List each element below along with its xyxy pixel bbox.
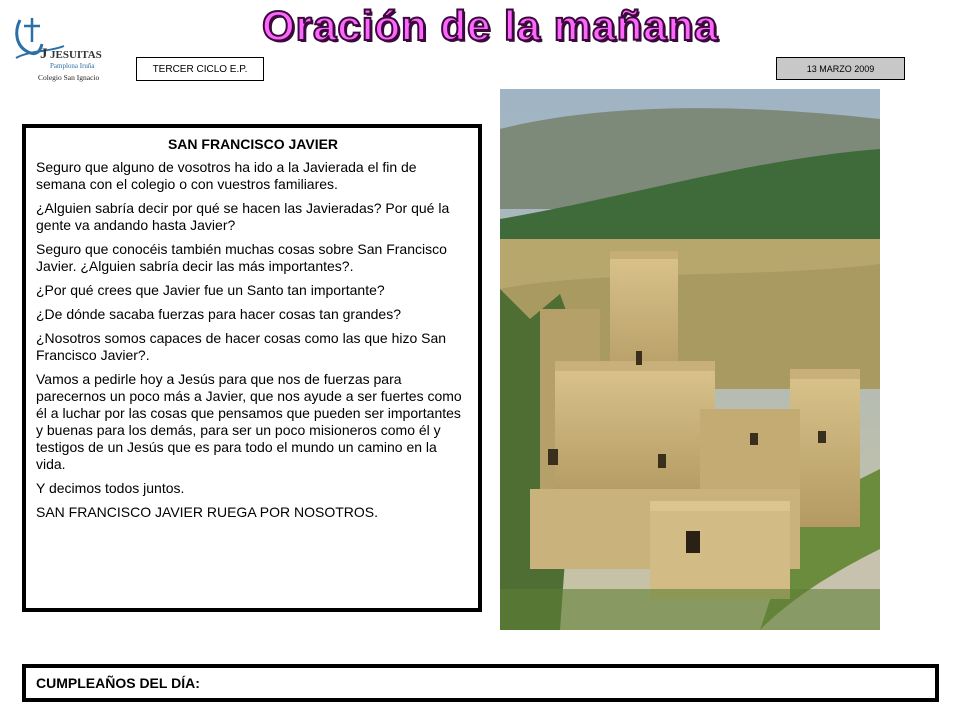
birthday-box: [22, 664, 939, 702]
reading-paragraph: ¿Nosotros somos capaces de hacer cosas como las que hizo San Francisco Javier?.: [36, 330, 447, 363]
reading-box: [22, 124, 482, 612]
reading-paragraph: ¿De dónde sacaba fuerzas para hacer cosas tan grandes?: [36, 306, 402, 322]
svg-text:J: J: [40, 46, 48, 62]
reading-paragraph: Y decimos todos juntos.: [36, 480, 185, 496]
cycle-label: TERCER CICLO E.P.: [136, 57, 264, 81]
reading-paragraph: SAN FRANCISCO JAVIER RUEGA POR NOSOTROS.: [36, 504, 379, 520]
page-title: Oración de la mañana: [262, 2, 719, 49]
reading-paragraph: Vamos a pedirle hoy a Jesús para que nos de fuerzas para parecernos un poco más a Javier, que nos ayude a ser fuertes como él a luchar por las cosas que pensamos que pueden ser importantes y buenas para los demás, para ser un poco misioneros como él y testigos de un Jesús que es para todo el mundo un camino en la vida.: [36, 371, 462, 472]
reading-paragraph: Seguro que conocéis también muchas cosas sobre San Francisco Javier. ¿Alguien sabría decir las más importantes?.: [36, 241, 447, 274]
reading-paragraph: ¿Por qué crees que Javier fue un Santo tan importante?: [36, 282, 385, 298]
reading-paragraph: Seguro que alguno de vosotros ha ido a la Javierada el fin de semana con el colegio o con vuestros familiares.: [36, 159, 417, 192]
logo-brand-text: JESUITAS: [50, 49, 102, 61]
logo-school-text: Colegio San Ignacio: [38, 73, 100, 82]
reading-heading: SAN FRANCISCO JAVIER: [167, 136, 339, 152]
logo-city-text: Pamplona Iruña: [50, 62, 95, 70]
castle-photo: [500, 89, 880, 630]
birthday-label: CUMPLEAÑOS DEL DÍA:: [36, 675, 200, 691]
reading-paragraph: ¿Alguien sabría decir por qué se hacen las Javieradas? Por qué la gente va andando hasta Javier?: [36, 200, 450, 233]
date-label: 13 MARZO 2009: [776, 57, 905, 80]
jesuitas-logo: [10, 12, 110, 86]
